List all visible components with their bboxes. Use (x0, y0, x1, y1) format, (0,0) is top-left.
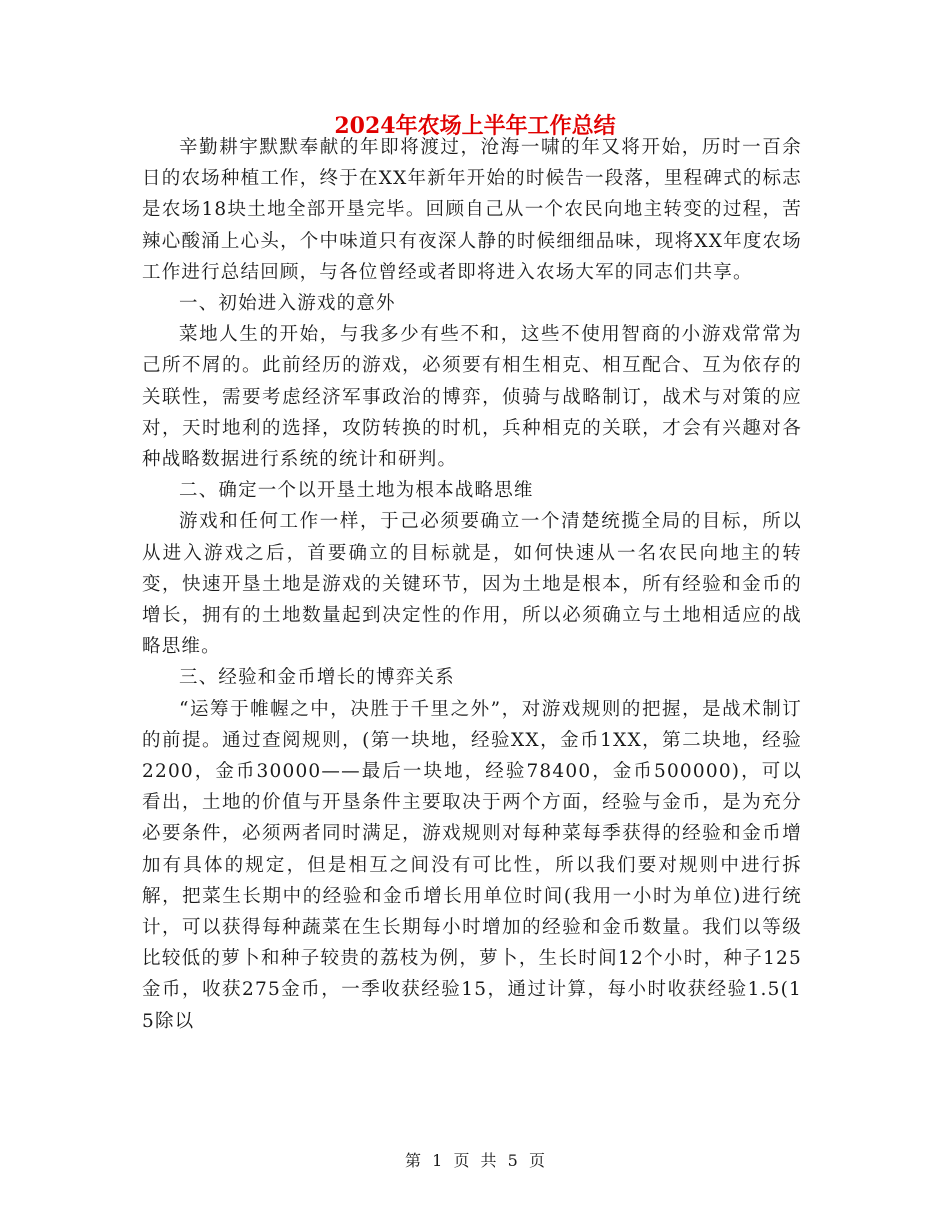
paragraph-section-1: 菜地人生的开始，与我多少有些不和，这些不使用智商的小游戏常常为己所不屑的。此前经历的游戏，必须要有相生相克、相互配合、互为依存的关联性，需要考虑经济军事政治的博弈，侦骑与战略制订，战术与对策的应对，天时地利的选择，攻防转换的时机，兵种相克的关联，才会有兴趣对各种战略数据进行系统的统计和研判。 (142, 324, 802, 471)
document-title: 2024年农场上半年工作总结 (334, 113, 616, 139)
footer-page-number: 1 (432, 1151, 443, 1170)
paragraph-section-2: 游戏和任何工作一样，于己必须要确立一个清楚统揽全局的目标，所以从进入游戏之后，首要确立的目标就是，如何快速从一名农民向地主的转变，快速开垦土地是游戏的关键环节，因为土地是根本，所有经验和金币的增长，拥有的土地数量起到决定性的作用，所以必须确立与土地相适应的战略思维。 (142, 511, 802, 658)
section-heading-3: 三、经验和金币增长的博弈关系 (179, 667, 455, 689)
document-body (142, 132, 802, 1037)
section-heading-2: 二、确定一个以开垦土地为根本战略思维 (179, 480, 534, 502)
paragraph-intro: 辛勤耕宇默默奉献的年即将渡过，沧海一啸的年又将开始，历时一百余日的农场种植工作，终于在XX年新年开始的时候告一段落，里程碑式的标志是农场18块土地全部开垦完毕。回顾自己从一个农民向地主转变的过程，苦辣心酸涌上心头，个中味道只有夜深人静的时候细细品味，现将XX年度农场工作进行总结回顾，与各位曾经或者即将进入农场大军的同志们共享。 (142, 137, 802, 283)
paragraph-section-3: “运筹于帷幄之中，决胜于千里之外”，对游戏规则的把握，是战术制订的前提。通过查阅规则，(第一块地，经验XX，金币1XX，第二块地，经验2200，金币30000——最后一块地，经验78400，金币500000)，可以看出，土地的价值与开垦条件主要取决于两个方面，经验与金币，是为充分必要条件，必须两者同时满足，游戏规则对每种菜每季获得的经验和金币增加有具体的规定，但是相互之间没有可比性，所以我们要对规则中进行拆解，把菜生长期中的经验和金币增长用单位时间(我用一小时为单位)进行统计，可以获得每种蔬菜在生长期每小时增加的经验和金币数量。我们以等级比较低的萝卜和种子较贵的荔枝为例，萝卜，生长时间12个小时，种子125金币，收获275金币，一季收获经验15，通过计算，每小时收获经验1.5(15除以 (142, 698, 802, 1032)
section-heading-1: 一、初始进入游戏的意外 (179, 293, 396, 315)
page-footer (0, 1150, 950, 1172)
footer-page-mid: 页 (453, 1151, 470, 1170)
footer-total-prefix: 共 (480, 1151, 497, 1170)
footer-page-prefix: 第 (405, 1151, 422, 1170)
footer-total-pages: 5 (507, 1151, 518, 1170)
footer-total-suffix: 页 (528, 1151, 545, 1170)
